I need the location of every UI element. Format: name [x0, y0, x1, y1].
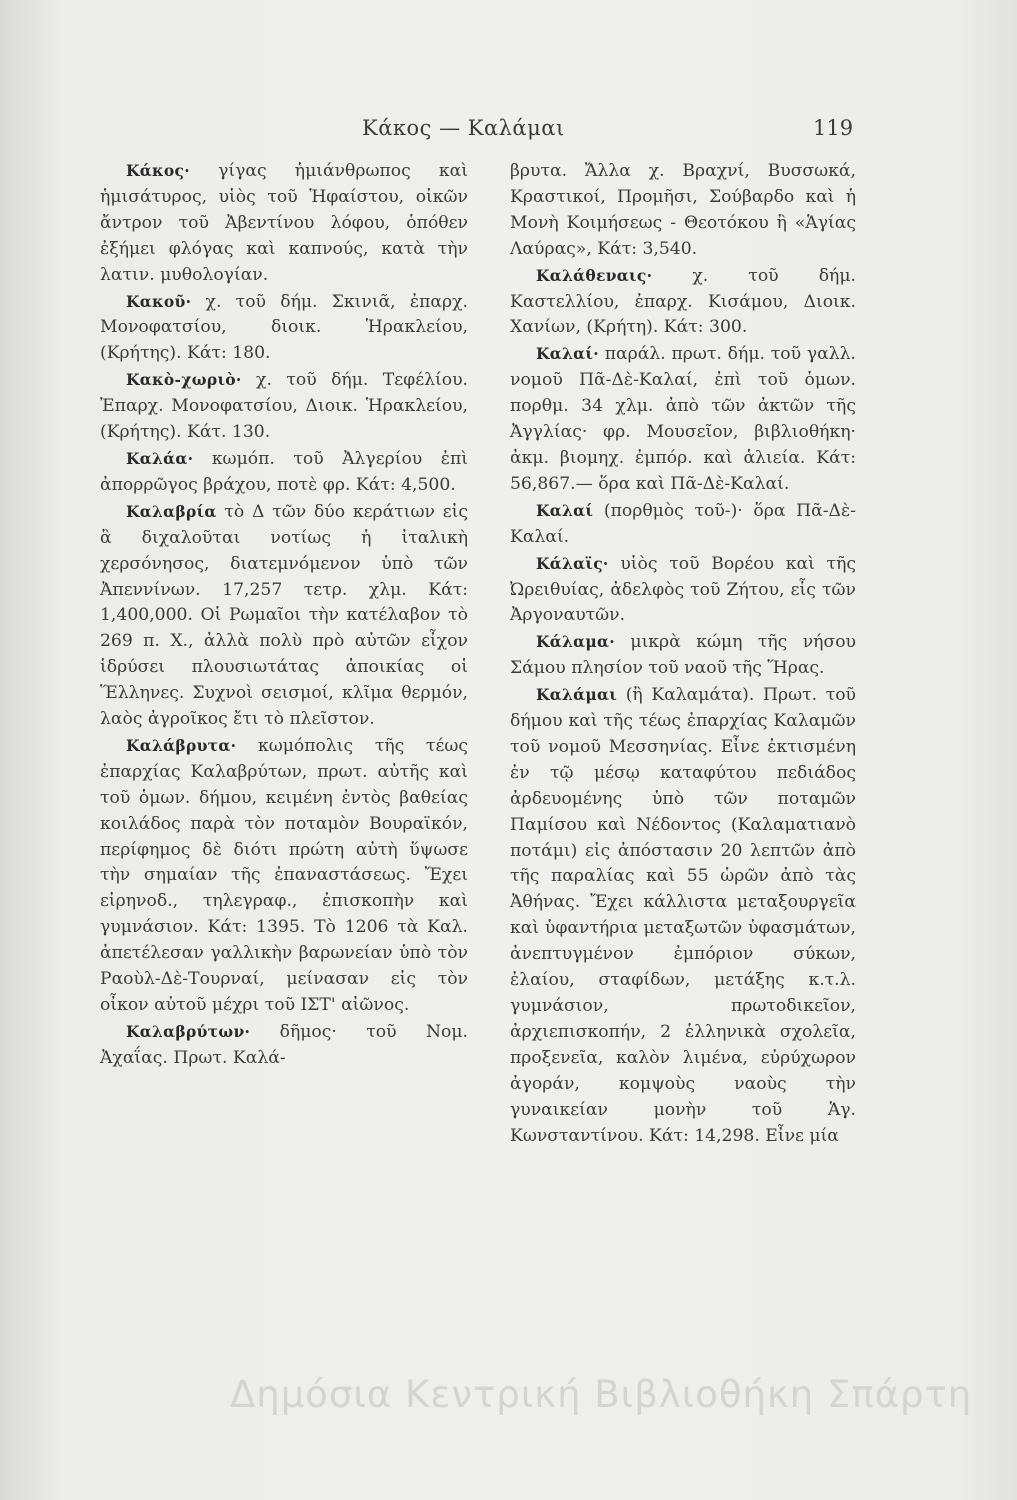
dictionary-entry: [100, 289, 468, 368]
entry-headword: Καλάβρυτα·: [126, 735, 237, 755]
dictionary-entry: [510, 498, 856, 551]
entry-text: δῆμος· τοῦ Νομ. Ἀχαΐας. Πρωτ. Καλά-: [100, 1021, 468, 1068]
dictionary-entry: [510, 263, 856, 342]
entry-headword: Καλαί·: [536, 344, 599, 364]
entry-headword: Καλάθεναις·: [536, 265, 653, 285]
entry-text: κωμόπ. τοῦ Ἀλγερίου ἐπὶ ἀπορρῶγος βράχου, ποτὲ φρ. Κάτ: 4,500.: [100, 448, 468, 495]
dictionary-entry: [100, 446, 468, 499]
entry-text: παράλ. πρωτ. δήμ. τοῦ γαλλ. νομοῦ Πᾶ-Δὲ-Καλαί, ἐπὶ τοῦ ὁμων. πορθμ. 34 χλμ. ἀπὸ τῶν ἀκτῶν τῆς Ἀγγλίας· φρ. Μουσεῖον, βιβλιοθήκη· ἀκμ. βιομηχ. ἐμπόρ. καὶ ἁλιεία. Κάτ: 56,867.— ὅρα καὶ Πᾶ-Δὲ-Καλαί.: [510, 344, 856, 494]
page-header: [0, 112, 1017, 152]
dictionary-entry: [510, 682, 856, 1149]
dictionary-entry: [510, 341, 856, 497]
entry-headword: Καλαί: [536, 500, 594, 520]
dictionary-entry: [510, 629, 856, 682]
entry-text: (πορθμὸς τοῦ-)· ὅρα Πᾶ-Δὲ-Καλαί.: [510, 500, 856, 547]
entry-text: μικρὰ κώμη τῆς νήσου Σάμου πλησίον τοῦ ναοῦ τῆς Ἥρας.: [510, 632, 856, 679]
entry-headword: Κάλαϊς·: [536, 553, 609, 573]
entry-text: βρυτα. Ἄλλα χ. Βραχνί, Βυσσωκά, Κραστικοί, Προμῆσι, Σούβαρδο καὶ ἡ Μονὴ Κοιμήσεως - Θεοτόκου ἢ «Ἁγίας Λαύρας», Κάτ: 3,540.: [510, 161, 856, 259]
dictionary-entry: [100, 158, 468, 289]
entry-text: χ. τοῦ δήμ. Τεφέλίου. Ἐπαρχ. Μονοφατσίου, Διοικ. Ἡρακλείου, (Κρήτης). Κάτ. 130.: [100, 370, 468, 443]
entry-headword: Κακοῦ·: [126, 291, 192, 311]
entry-text: γίγας ἡμιάνθρωπος καὶ ἡμισάτυρος, υἱὸς τοῦ Ἡφαίστου, οἰκῶν ἄντρον τοῦ Ἀβεντίνου λόφου, ὁπόθεν ἐξήμει φλόγας καὶ καπνούς, κατὰ τὴν λατιν. μυθολογίαν.: [100, 161, 468, 285]
entry-text: χ. τοῦ δήμ. Καστελλίου, ἐπαρχ. Κισάμου, Διοικ. Χανίων, (Κρήτη). Κάτ: 300.: [510, 265, 856, 338]
entry-headword: Κάκος·: [126, 161, 190, 180]
dictionary-entry: [100, 733, 468, 1019]
library-watermark: Δημόσια Κεντρική Βιβλιοθήκη Σπάρτη: [230, 1373, 973, 1416]
dictionary-entry: [510, 551, 856, 630]
dictionary-entry-continued: [510, 158, 856, 263]
left-column: [100, 158, 468, 1072]
entry-text: τὸ Δ τῶν δύο κεράτιων εἰς ἃ διχαλοῦται νοτίως ἡ ἰταλικὴ χερσόνησος, διατεμνόμενον ὑπὸ τῶν Ἀπεννίνων. 17,257 τετρ. χλμ. Κάτ: 1,400,000. Οἱ Ρωμαῖοι τὴν κατέλαβον τὸ 269 π. Χ., ἀλλὰ πολὺ πρὸ αὐτῶν εἶχον ἱδρύσει πλουσιωτάτας ἀποικίας οἱ Ἕλληνες. Συχνοὶ σεισμοί, κλῖμα θερμόν, λαὸς ἀγροῖκος ἔτι τὸ πλεῖστον.: [100, 501, 468, 730]
entry-text: κωμόπολις τῆς τέως ἐπαρχίας Καλαβρύτων, πρωτ. αὐτῆς καὶ τοῦ ὁμων. δήμου, κειμένη ἐντὸς βαθείας κοιλάδος παρὰ τὸν ποταμὸν Βουραϊκόν, περίφημος δὲ διότι πρώτη αὐτὴ ὕψωσε τὴν σημαίαν τῆς ἐπαναστάσεως. Ἔχει εἰρηνοδ., τηλεγραφ., ἐπισκοπὴν καὶ γυμνάσιον. Κάτ: 1395. Τὸ 1206 τὰ Καλ. ἀπετέλεσαν γαλλικὴν βαρωνείαν ὑπὸ τὸν Ραοὺλ-Δὲ-Τουρναί, μείνασαν εἰς τὸν οἶκον αὐτοῦ μέχρι τοῦ ΙΣΤ' αἰῶνος.: [100, 735, 468, 1015]
dictionary-entry: [100, 499, 468, 733]
running-title: Κάκος — Καλάμαι: [362, 116, 565, 140]
dictionary-entry: [100, 367, 468, 446]
entry-text: χ. τοῦ δήμ. Σκινιᾶ, ἐπαρχ. Μονοφατσίου, διοικ. Ἡρακλείου, (Κρήτης). Κάτ: 180.: [100, 291, 468, 364]
entry-headword: Καλαβρία: [126, 501, 217, 521]
entry-text: υἱὸς τοῦ Βορέου καὶ τῆς Ὠρειθυίας, ἀδελφὸς τοῦ Ζήτου, εἷς τῶν Ἀργοναυτῶν.: [510, 553, 856, 626]
entry-headword: Κάλαμα·: [536, 632, 615, 652]
entry-headword: Καλάμαι: [536, 685, 618, 705]
dictionary-entry: [100, 1019, 468, 1072]
entry-headword: Καλαβρύτων·: [126, 1021, 251, 1041]
page-number: 119: [813, 116, 854, 140]
right-column: [510, 158, 856, 1149]
entry-headword: Κακὸ-χωριὸ·: [126, 370, 242, 390]
entry-text: (ἢ Καλαμάτα). Πρωτ. τοῦ δήμου καὶ τῆς τέως ἐπαρχίας Καλαμῶν τοῦ νομοῦ Μεσσηνίας. Εἶνε ἐκτισμένη ἐν τῷ μέσῳ καταφύτου πεδιάδος ἀρδευομένης ὑπὸ τῶν ποταμῶν Παμίσου καὶ Νέδοντος (Καλαματιανὸ ποτάμι) εἰς ἀπόστασιν 20 λεπτῶν ἀπὸ τῆς παραλίας καὶ 55 ὡρῶν ἀπὸ τὰς Ἀθήνας. Ἔχει κάλλιστα μεταξουργεῖα καὶ ὑφαντήρια μεταξωτῶν ὑφασμάτων, ἀνεπτυγμένον ἐμπόριον σύκων, ἐλαίου, σταφίδων, μετάξης κ.τ.λ. γυμνάσιον, πρωτοδικεῖον, ἀρχιεπισκοπήν, 2 ἑλληνικὰ σχολεῖα, προξενεῖα, καλὸν λιμένα, εὐρύχωρον ἀγοράν, κομψοὺς ναοὺς τὴν γυναικείαν μονὴν τοῦ Ἁγ. Κωνσταντίνου. Κάτ: 14,298. Εἶνε μία: [510, 685, 856, 1146]
entry-headword: Καλάα·: [126, 448, 194, 468]
